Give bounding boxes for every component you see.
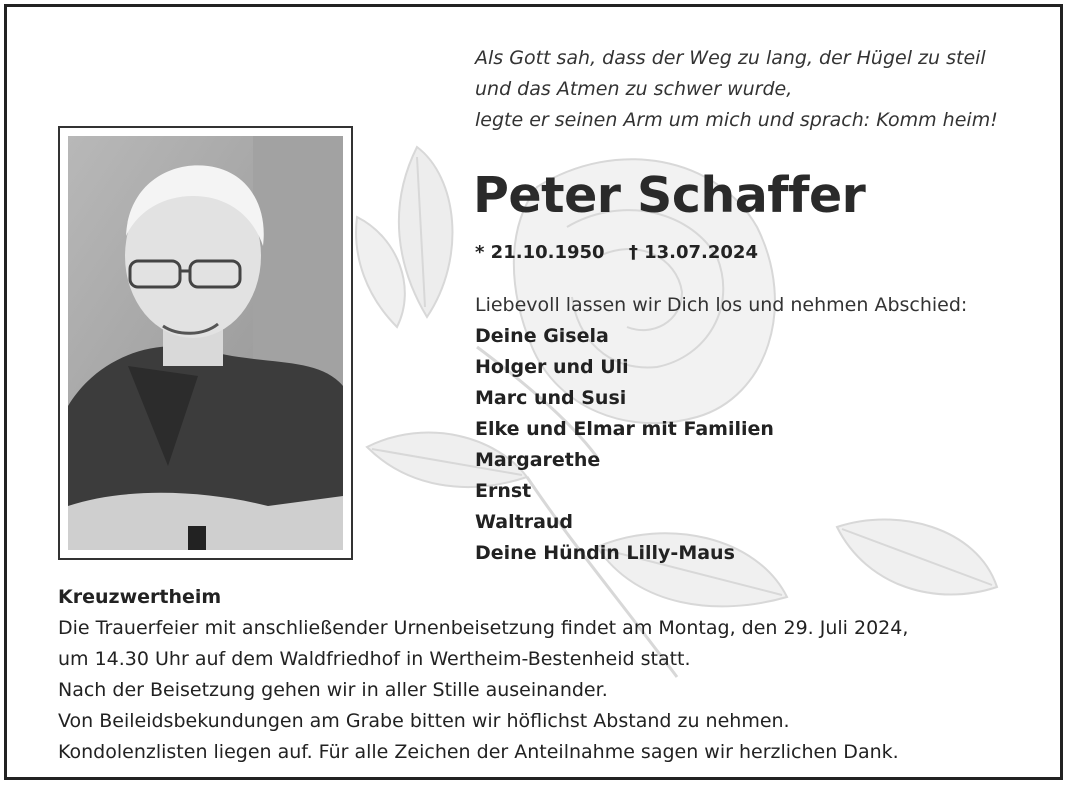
mourner-name: Waltraud <box>475 511 574 533</box>
mourner-name: Marc und Susi <box>475 387 627 409</box>
obituary-frame <box>4 4 1063 780</box>
details-line: Kondolenzlisten liegen auf. Für alle Zeichen der Anteilnahme sagen wir herzlichen Dank. <box>58 741 899 763</box>
mourner-name: Deine Gisela <box>475 325 609 347</box>
details-line: Die Trauerfeier mit anschließender Urnenbeisetzung findet am Montag, den 29. Juli 2024, <box>58 617 909 639</box>
portrait-frame <box>58 126 353 560</box>
mourner-name: Ernst <box>475 480 532 502</box>
mourner-name: Deine Hündin Lilly-Maus <box>475 542 735 564</box>
farewell-intro: Liebevoll lassen wir Dich los und nehmen Abschied: <box>475 294 968 316</box>
mourner-name: Elke und Elmar mit Familien <box>475 418 774 440</box>
death-date: † 13.07.2024 <box>628 242 758 263</box>
poem <box>475 43 998 136</box>
life-dates <box>475 242 776 263</box>
deceased-name: Peter Schaffer <box>473 167 866 224</box>
poem-line: und das Atmen zu schwer wurde, <box>475 78 793 100</box>
poem-line: Als Gott sah, dass der Weg zu lang, der Hügel zu steil <box>475 47 986 69</box>
portrait-photo-icon <box>68 136 343 550</box>
details-line: Nach der Beisetzung gehen wir in aller Stille auseinander. <box>58 679 608 701</box>
place-name: Kreuzwertheim <box>58 586 222 608</box>
poem-line: legte er seinen Arm um mich und sprach: Komm heim! <box>475 109 998 131</box>
mourner-name: Holger und Uli <box>475 356 629 378</box>
details-line: um 14.30 Uhr auf dem Waldfriedhof in Wertheim-Bestenheid statt. <box>58 648 691 670</box>
funeral-details <box>58 582 908 768</box>
details-line: Von Beileidsbekundungen am Grabe bitten wir höflichst Abstand zu nehmen. <box>58 710 790 732</box>
mourner-name: Margarethe <box>475 449 601 471</box>
farewell-block <box>475 290 967 569</box>
birth-date: * 21.10.1950 <box>475 242 605 263</box>
